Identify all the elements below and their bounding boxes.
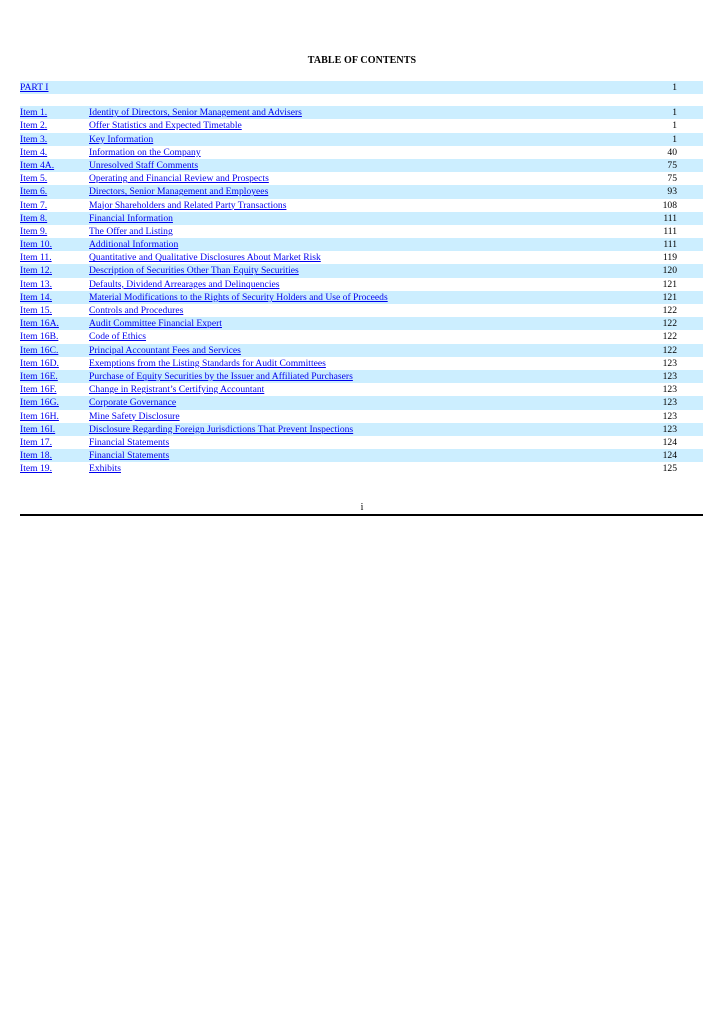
toc-item-link[interactable]: Item 16F. xyxy=(20,384,57,396)
toc-page-number: 120 xyxy=(662,265,677,277)
toc-title-link[interactable]: Exhibits xyxy=(89,463,121,475)
toc-row xyxy=(20,225,703,238)
toc-title-cell xyxy=(89,199,286,212)
toc-title-cell xyxy=(89,423,353,436)
toc-item-cell xyxy=(20,225,47,238)
toc-item-cell xyxy=(20,449,52,462)
toc-title-cell xyxy=(89,317,222,330)
toc-item-cell xyxy=(20,370,58,383)
toc-item-cell xyxy=(20,251,52,264)
toc-row xyxy=(20,146,703,159)
toc-row xyxy=(20,304,703,317)
toc-row xyxy=(20,159,703,172)
toc-item-cell xyxy=(20,383,57,396)
toc-row xyxy=(20,212,703,225)
toc-page-number: 124 xyxy=(662,436,677,448)
toc-page-number: 124 xyxy=(662,450,677,462)
toc-page-number: 123 xyxy=(662,384,677,396)
toc-page-number: 123 xyxy=(662,357,677,369)
toc-title-link[interactable]: Unresolved Staff Comments xyxy=(89,159,199,171)
toc-title-cell xyxy=(89,449,169,462)
toc-item-cell xyxy=(20,199,47,212)
toc-row xyxy=(20,119,703,132)
toc-item-cell xyxy=(20,106,47,119)
toc-title-cell xyxy=(89,119,242,132)
toc-item-link[interactable]: Item 3. xyxy=(20,133,48,145)
toc-title-link[interactable]: The Offer and Listing xyxy=(89,225,173,237)
toc-page-number: 108 xyxy=(662,199,677,211)
toc-page-number: 122 xyxy=(662,344,677,356)
toc-title-cell xyxy=(89,344,241,357)
toc-title-link[interactable]: Key Information xyxy=(89,133,154,145)
toc-row xyxy=(20,410,703,423)
toc-title-cell xyxy=(89,291,388,304)
toc-title-cell xyxy=(89,185,268,198)
toc-page-number: 125 xyxy=(662,463,677,475)
toc-title-link[interactable]: Operating and Financial Review and Prospects xyxy=(89,173,269,185)
toc-page-number: 1 xyxy=(672,120,677,132)
toc-item-cell xyxy=(20,119,47,132)
toc-item-link[interactable]: Item 4. xyxy=(20,146,48,158)
toc-title-link[interactable]: Audit Committee Financial Expert xyxy=(89,318,222,330)
toc-title-cell xyxy=(89,212,173,225)
toc-item-link[interactable]: Item 15. xyxy=(20,305,52,316)
toc-items xyxy=(20,106,703,475)
toc-title-cell xyxy=(89,357,326,370)
toc-item-cell xyxy=(20,396,59,409)
toc-page-number: 123 xyxy=(662,423,677,435)
toc-page-number: 1 xyxy=(672,133,677,145)
toc-title-link[interactable]: Directors, Senior Management and Employees xyxy=(89,186,269,198)
toc-page-number: 111 xyxy=(663,239,677,251)
toc-item-link[interactable]: Item 16B. xyxy=(20,331,59,343)
toc-title-link[interactable]: Change in Registrant’s Certifying Accountant xyxy=(89,384,265,396)
toc-page-number: 111 xyxy=(663,225,677,237)
toc-title-cell xyxy=(89,225,173,238)
toc-title-cell xyxy=(89,304,183,317)
part-page: 1 xyxy=(672,82,677,93)
toc-title-cell xyxy=(89,383,264,396)
toc-item-link[interactable]: Item 16G. xyxy=(20,397,59,409)
footer-rule xyxy=(20,514,703,516)
toc-page-number: 75 xyxy=(667,173,677,185)
toc-title-cell xyxy=(89,410,180,423)
page-number: i xyxy=(360,502,364,513)
toc-row xyxy=(20,106,703,119)
toc-item-cell xyxy=(20,436,52,449)
toc-item-link[interactable]: Item 14. xyxy=(20,291,52,303)
toc-row xyxy=(20,185,703,198)
toc-item-cell xyxy=(20,423,55,436)
toc-page-number: 123 xyxy=(662,410,677,422)
toc-title-link[interactable]: Description of Securities Other Than Equity Securities xyxy=(89,265,299,277)
toc-row xyxy=(20,396,703,409)
toc-item-cell xyxy=(20,462,52,475)
toc-title-cell xyxy=(89,462,121,475)
toc-title-link[interactable]: Information on the Company xyxy=(89,146,201,158)
toc-page-number: 111 xyxy=(663,212,677,224)
toc-item-cell xyxy=(20,410,59,423)
toc-item-cell xyxy=(20,133,47,146)
toc-title-link[interactable]: Exemptions from the Listing Standards for Audit Committees xyxy=(89,357,326,369)
toc-item-link[interactable]: Item 16C. xyxy=(20,344,59,356)
toc-title-link[interactable]: Major Shareholders and Related Party Transactions xyxy=(89,199,287,211)
toc-title-cell xyxy=(89,370,353,383)
toc-title-link[interactable]: Controls and Procedures xyxy=(89,305,184,316)
toc-page-number: 122 xyxy=(662,318,677,330)
toc-row xyxy=(20,462,703,475)
toc-title-cell xyxy=(89,133,153,146)
toc-title-cell xyxy=(89,159,198,172)
toc-row xyxy=(20,133,703,146)
toc-item-link[interactable]: Item 8. xyxy=(20,212,48,224)
part-link[interactable]: PART I xyxy=(20,82,49,93)
toc-item-cell xyxy=(20,330,58,343)
toc-item-cell xyxy=(20,146,47,159)
toc-row xyxy=(20,278,703,291)
toc-item-link[interactable]: Item 1. xyxy=(20,107,48,119)
toc-item-link[interactable]: Item 16D. xyxy=(20,357,59,369)
toc-page-number: 119 xyxy=(662,252,677,264)
toc-item-cell xyxy=(20,185,47,198)
toc-item-cell xyxy=(20,212,47,225)
toc-page-number: 121 xyxy=(662,291,677,303)
toc-title-cell xyxy=(89,436,169,449)
toc-title-cell xyxy=(89,146,201,159)
toc-page-number: 122 xyxy=(662,331,677,343)
toc-item-cell xyxy=(20,159,54,172)
toc-row xyxy=(20,264,703,277)
toc-page-number: 123 xyxy=(662,370,677,382)
toc-title-link[interactable]: Financial Statements xyxy=(89,436,170,448)
toc-row xyxy=(20,357,703,370)
toc-item-link[interactable]: Item 9. xyxy=(20,225,48,237)
toc-item-cell xyxy=(20,264,52,277)
toc-item-link[interactable]: Item 16E. xyxy=(20,370,58,382)
toc-row xyxy=(20,251,703,264)
toc-item-cell xyxy=(20,317,59,330)
toc-title-link[interactable]: Code of Ethics xyxy=(89,331,147,343)
toc-part-row xyxy=(20,81,703,94)
toc-item-link[interactable]: Item 19. xyxy=(20,463,52,475)
toc-title-link[interactable]: Principal Accountant Fees and Services xyxy=(89,344,241,356)
toc-spacer xyxy=(20,94,703,106)
toc-item-cell xyxy=(20,357,59,370)
toc-row xyxy=(20,238,703,251)
toc-item-link[interactable]: Item 5. xyxy=(20,173,48,185)
toc-item-link[interactable]: Item 2. xyxy=(20,120,48,132)
toc-item-link[interactable]: Item 16I. xyxy=(20,423,56,435)
toc-item-cell xyxy=(20,344,58,357)
toc-item-link[interactable]: Item 11. xyxy=(20,252,52,264)
toc-page-number: 123 xyxy=(662,397,677,409)
toc-row xyxy=(20,291,703,304)
toc-item-cell xyxy=(20,291,52,304)
toc-row xyxy=(20,317,703,330)
toc-item-link[interactable]: Item 7. xyxy=(20,199,48,211)
toc-item-link[interactable]: Item 16A. xyxy=(20,318,59,330)
toc-title-cell xyxy=(89,330,146,343)
toc-title-link[interactable]: Identity of Directors, Senior Management and Advisers xyxy=(89,107,302,119)
toc-title-link[interactable]: Disclosure Regarding Foreign Jurisdictions That Prevent Inspections xyxy=(89,423,354,435)
toc-row xyxy=(20,370,703,383)
toc-row xyxy=(20,330,703,343)
toc-title-cell xyxy=(89,396,176,409)
toc-item-link[interactable]: Item 12. xyxy=(20,265,52,277)
toc-row xyxy=(20,436,703,449)
toc-title-link[interactable]: Financial Statements xyxy=(89,450,170,462)
toc-page-number: 93 xyxy=(667,186,677,198)
toc-title-cell xyxy=(89,278,279,291)
toc-title-link[interactable]: Offer Statistics and Expected Timetable xyxy=(89,120,242,132)
toc-page-number: 122 xyxy=(662,305,677,316)
part-cell xyxy=(20,81,49,94)
toc-title-cell xyxy=(89,264,299,277)
toc-title: TABLE OF CONTENTS xyxy=(307,55,417,66)
toc-title-link[interactable]: Corporate Governance xyxy=(89,397,177,409)
toc-row xyxy=(20,172,703,185)
toc-table xyxy=(20,81,703,475)
toc-item-link[interactable]: Item 6. xyxy=(20,186,48,198)
toc-title-link[interactable]: Defaults, Dividend Arrearages and Delinquencies xyxy=(89,278,280,290)
toc-page-number: 75 xyxy=(667,159,677,171)
toc-item-link[interactable]: Item 4A. xyxy=(20,159,55,171)
toc-page-number: 40 xyxy=(667,146,677,158)
toc-row xyxy=(20,449,703,462)
toc-title-link[interactable]: Additional Information xyxy=(89,239,179,251)
toc-title-cell xyxy=(89,238,178,251)
toc-title-link[interactable]: Quantitative and Qualitative Disclosures About Market Risk xyxy=(89,252,321,264)
toc-item-cell xyxy=(20,172,47,185)
toc-item-link[interactable]: Item 10. xyxy=(20,239,52,251)
toc-row xyxy=(20,423,703,436)
toc-item-link[interactable]: Item 16H. xyxy=(20,410,59,422)
toc-page-number: 121 xyxy=(662,278,677,290)
toc-item-cell xyxy=(20,238,52,251)
toc-page-number: 1 xyxy=(672,107,677,119)
toc-title-link[interactable]: Financial Information xyxy=(89,212,173,224)
toc-title-cell xyxy=(89,172,269,185)
toc-title-cell xyxy=(89,106,302,119)
toc-item-link[interactable]: Item 17. xyxy=(20,436,52,448)
toc-title-cell xyxy=(89,251,321,264)
toc-title-link[interactable]: Mine Safety Disclosure xyxy=(89,410,180,422)
toc-title-link[interactable]: Material Modifications to the Rights of Security Holders and Use of Proceeds xyxy=(89,291,388,303)
toc-title-link[interactable]: Purchase of Equity Securities by the Issuer and Affiliated Purchasers xyxy=(89,370,353,382)
toc-item-link[interactable]: Item 13. xyxy=(20,278,52,290)
toc-row xyxy=(20,344,703,357)
toc-row xyxy=(20,383,703,396)
toc-row xyxy=(20,199,703,212)
toc-item-link[interactable]: Item 18. xyxy=(20,450,52,462)
toc-item-cell xyxy=(20,304,52,317)
toc-item-cell xyxy=(20,278,52,291)
